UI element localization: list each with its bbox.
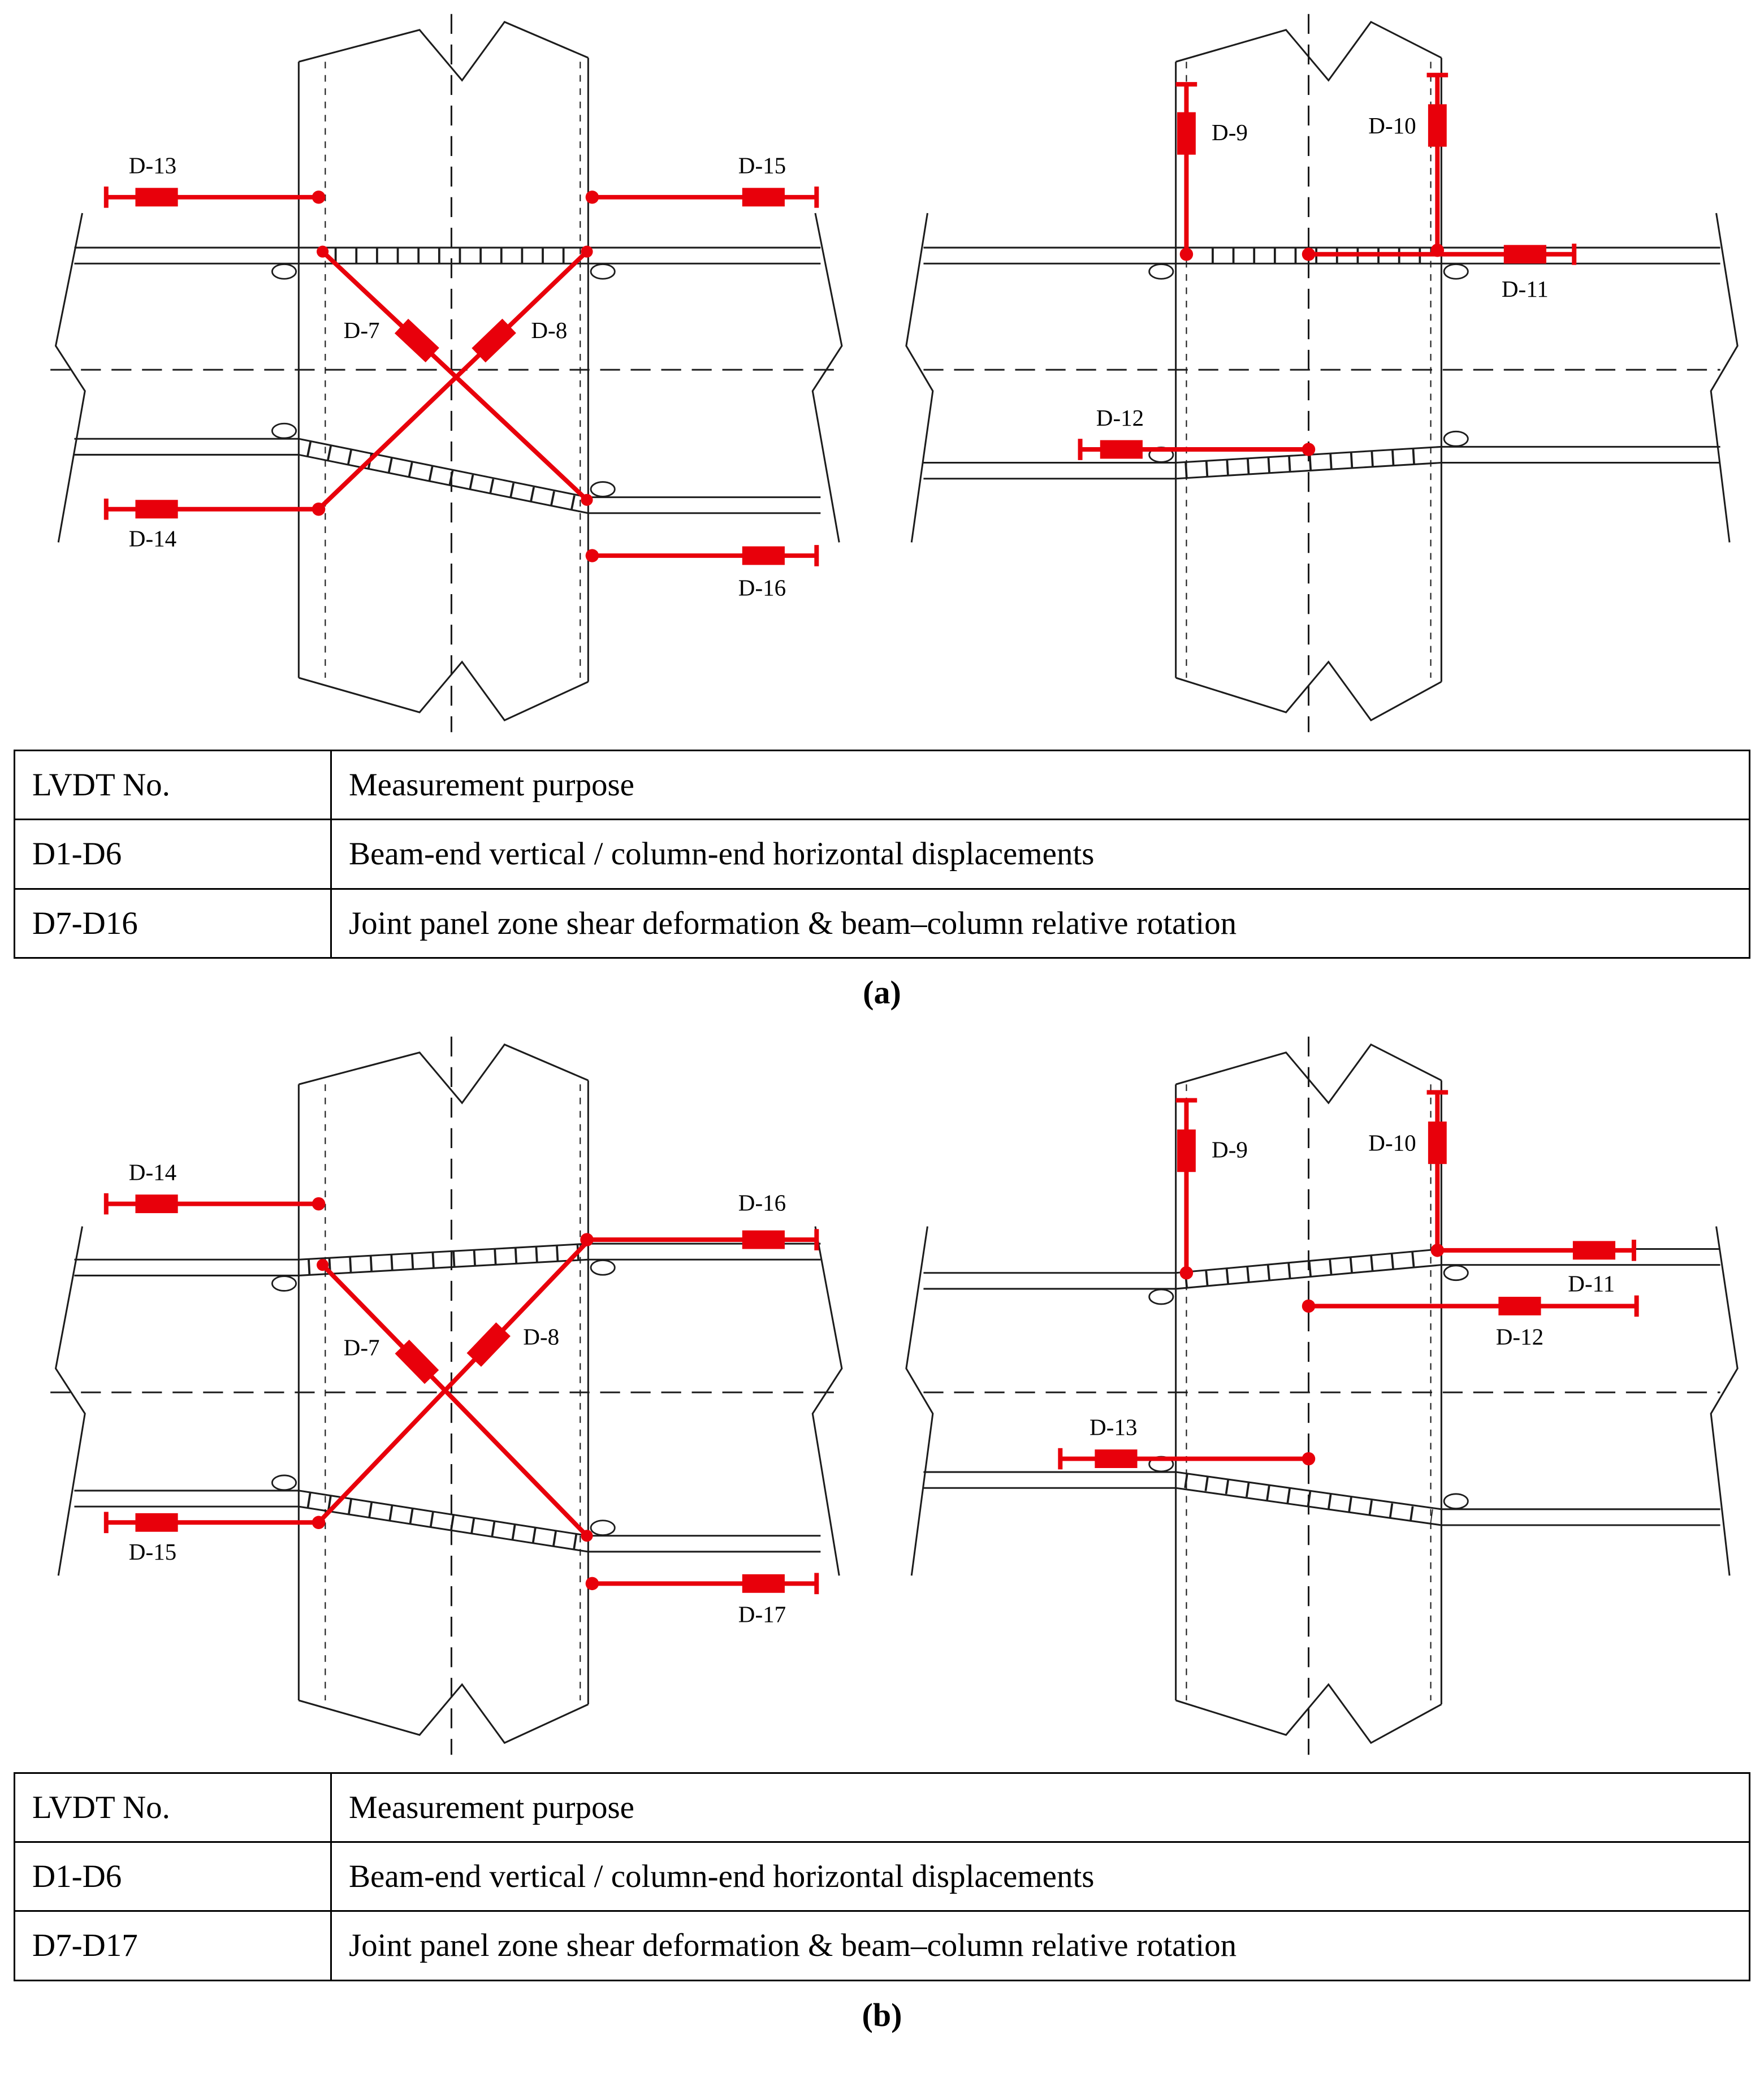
lvdt-d8-label: D-8	[531, 317, 568, 343]
lvdt-table-b	[14, 1772, 1750, 1981]
lvdt-d7-label: D-7	[343, 1334, 380, 1361]
panel-a-diagrams	[0, 11, 1764, 735]
lvdt-d13-label: D-13	[128, 152, 177, 179]
lvdt-d12-label: D-12	[1495, 1323, 1544, 1350]
lvdt-d15	[106, 1512, 326, 1565]
lvdt-d9-label: D-9	[1212, 1136, 1248, 1163]
table-b-header-lvdt-no: LVDT No.	[15, 1773, 331, 1842]
lvdt-d12	[1080, 405, 1316, 460]
lvdt-d10-label: D-10	[1368, 1129, 1416, 1156]
lvdt-d8-label: D-8	[523, 1323, 560, 1350]
panel-b-diagrams	[0, 1034, 1764, 1757]
lvdt-d9-label: D-9	[1212, 119, 1248, 145]
weld-access-clip	[1149, 264, 1173, 279]
weld-access-clip	[272, 423, 296, 438]
panel-b-left-diagram	[24, 1034, 861, 1757]
lvdt-d11	[1437, 1240, 1634, 1297]
table-b-row1-purpose: Beam-end vertical / column-end horizontal displacements	[331, 1842, 1750, 1911]
table-b-header-row	[15, 1773, 1750, 1842]
panel-a-left-diagram	[24, 11, 861, 735]
table-row	[15, 889, 1750, 958]
panel-a-right-diagram	[903, 11, 1740, 735]
panel-a	[0, 11, 1764, 1011]
lvdt-d10-label: D-10	[1368, 112, 1416, 139]
lvdt-d14-label: D-14	[128, 525, 177, 552]
table-row	[15, 1911, 1750, 1980]
beam-right-break	[1711, 1226, 1737, 1575]
table-b-header-purpose: Measurement purpose	[331, 1773, 1750, 1842]
table-a-header-row	[15, 751, 1750, 820]
lvdt-table-a	[14, 750, 1750, 959]
weld-access-clip	[1444, 1266, 1468, 1280]
beam	[906, 213, 1737, 542]
table-b-row2-purpose: Joint panel zone shear deformation & beam–column relative rotation	[331, 1911, 1750, 1980]
lvdt-d9	[1176, 1100, 1248, 1279]
lvdt-d11-label: D-11	[1501, 275, 1549, 302]
beam-right-break	[812, 213, 842, 542]
beam-left-break	[906, 1226, 933, 1575]
column	[299, 14, 588, 733]
beam-left-break	[56, 213, 85, 542]
weld-access-clip	[272, 1276, 296, 1291]
panel-b-caption: (b)	[862, 1996, 902, 2033]
weld-access-clip	[591, 482, 615, 497]
table-b-row1-lvdt: D1-D6	[15, 1842, 331, 1911]
table-a-row2-lvdt: D7-D16	[15, 889, 331, 958]
table-row	[15, 820, 1750, 889]
lvdt-d14	[106, 1159, 326, 1214]
column-top-break	[299, 22, 588, 80]
lvdt-d10	[1368, 75, 1448, 257]
lvdt-d16-label: D-16	[738, 574, 786, 601]
panel-b	[0, 1034, 1764, 2034]
lvdt-d14	[106, 499, 326, 552]
lvdt-d9	[1176, 84, 1248, 261]
column-top-break	[299, 1045, 588, 1103]
column-bottom-break	[299, 1685, 588, 1743]
beam	[50, 213, 842, 542]
weld-access-clip	[1149, 1289, 1173, 1304]
weld-access-clip	[591, 1260, 615, 1275]
table-a-row2-purpose: Joint panel zone shear deformation & beam–column relative rotation	[331, 889, 1750, 958]
lvdt-d7-label: D-7	[343, 317, 380, 343]
weld-access-clip	[1444, 431, 1468, 446]
top-flange-hatch	[308, 1252, 579, 1267]
lvdt-d15-label: D-15	[738, 152, 786, 179]
lvdt-d13-label: D-13	[1089, 1414, 1138, 1440]
lvdt-d11-label: D-11	[1568, 1270, 1615, 1297]
lvdt-d11	[1302, 244, 1574, 302]
beam-right-break	[812, 1226, 842, 1575]
lvdt-d17	[586, 1573, 817, 1627]
panel-a-caption: (a)	[863, 973, 901, 1011]
weld-access-clip	[1444, 264, 1468, 279]
lvdt-d17-label: D-17	[738, 1601, 786, 1627]
weld-access-clip	[591, 1521, 615, 1535]
table-a-header-lvdt-no: LVDT No.	[15, 751, 331, 820]
lvdt-d13	[106, 153, 326, 208]
table-a-row1-purpose: Beam-end vertical / column-end horizontal displacements	[331, 820, 1750, 889]
table-b-row2-lvdt: D7-D17	[15, 1911, 331, 1980]
column	[299, 1036, 588, 1755]
lvdt-d16	[586, 545, 817, 600]
lvdt-d12	[1302, 1295, 1637, 1349]
lvdt-d13	[1060, 1414, 1315, 1469]
weld-access-clip	[591, 264, 615, 279]
beam-left-break	[906, 213, 933, 542]
lvdt-d14-label: D-14	[128, 1159, 177, 1185]
beam-right-break	[1711, 213, 1737, 542]
beam-left-break	[56, 1226, 85, 1575]
lvdt-d16	[580, 1189, 816, 1250]
lvdt-d16-label: D-16	[738, 1189, 786, 1216]
weld-access-clip	[272, 1475, 296, 1490]
table-row	[15, 1842, 1750, 1911]
weld-access-clip	[1444, 1494, 1468, 1509]
panel-b-right-diagram	[903, 1034, 1740, 1757]
lvdt-d10	[1368, 1092, 1448, 1257]
table-a-row1-lvdt: D1-D6	[15, 820, 331, 889]
weld-access-clip	[272, 264, 296, 279]
lvdt-d12-label: D-12	[1096, 404, 1144, 431]
table-a-header-purpose: Measurement purpose	[331, 751, 1750, 820]
bottom-flange-hatch	[308, 1500, 579, 1542]
lvdt-d15-label: D-15	[128, 1538, 177, 1565]
column-bottom-break	[299, 662, 588, 720]
lvdt-d15	[586, 153, 817, 208]
